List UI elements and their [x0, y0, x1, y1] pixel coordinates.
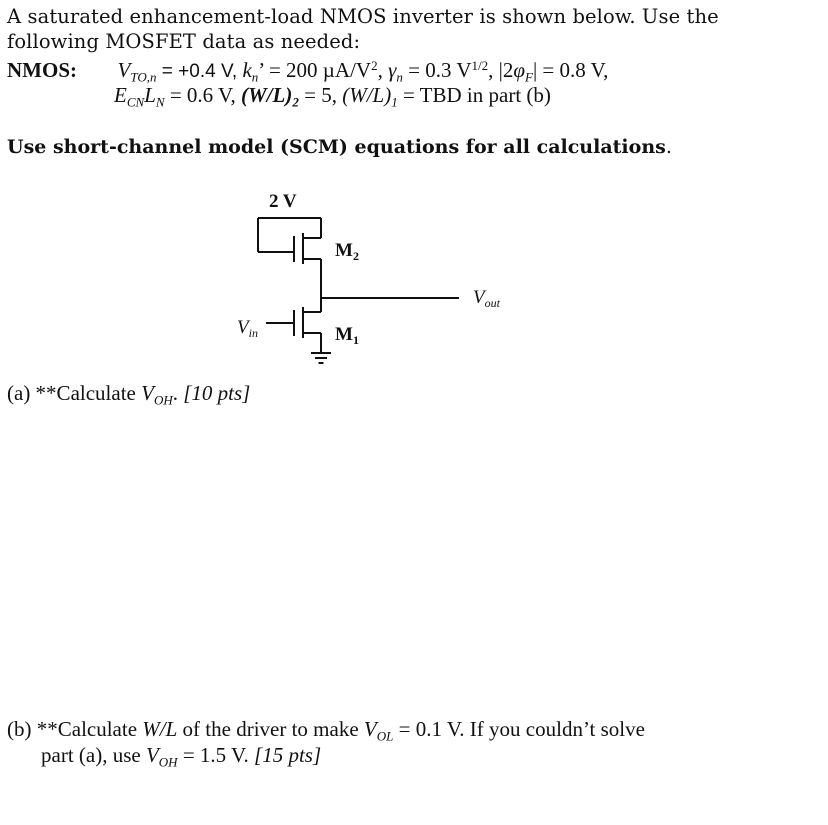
part-b-prefix: (b) **Calculate [7, 717, 143, 741]
nmos-label: NMOS: [7, 58, 77, 82]
supply-label: 2 V [269, 191, 297, 212]
vto-value: = +0.4 V, [156, 61, 243, 82]
part-a-points: [10 pts] [183, 381, 251, 405]
part-a-period: . [172, 381, 184, 405]
vto-symbol: $V_{TO,n}$ [117, 58, 157, 85]
vol-value: = 0.1 V. If you couldn’t solve [393, 717, 645, 741]
part-b-line2-pre: part (a), use [41, 743, 146, 767]
kn-symbol: $k_n$ [242, 58, 259, 85]
ground-icon [311, 353, 331, 363]
part-b-mid: of the driver to make [177, 717, 364, 741]
wl1-symbol: $(W/L)_1$ [342, 83, 398, 110]
voh-value-b: = 1.5 V. [177, 743, 255, 767]
wl2-value: = 5, [298, 83, 343, 107]
part-b-question-line-2 [41, 743, 322, 770]
wl2-symbol: $(W/L)_2$ [241, 83, 299, 110]
wl-symbol: W/L [142, 717, 178, 741]
intro-text-1: A saturated enhancement-load NMOS inverter is shown below. Use the [7, 5, 719, 28]
vin-label: $V_{in}$ [237, 317, 258, 340]
part-b-question-line-1 [7, 717, 645, 744]
part-b-points: [15 pts] [254, 743, 322, 767]
m2-label: $M_2$ [335, 240, 359, 263]
ln-symbol: $L_N$ [144, 83, 165, 110]
kn-value: ’ = 200 $\mu A/V^2$ [258, 57, 378, 82]
part-a-prefix: (a) **Calculate [7, 381, 142, 405]
gamma-param: , $\gamma_n = 0.3$ $V^{1/2}$ [377, 57, 489, 85]
voh-symbol: $V_{OH}$ [141, 381, 173, 408]
intro-text-2: following MOSFET data as needed: [7, 30, 361, 53]
part-a-question [7, 381, 251, 408]
vout-label: $V_{out}$ [473, 287, 500, 310]
scm-text: Use short-channel model (SCM) equations for all calculations [7, 136, 666, 158]
scm-period: . [665, 136, 672, 158]
ecn-value: = 0.6 V, [164, 83, 242, 107]
ecn-symbol: $E_{CN}$ [114, 83, 145, 110]
voh-symbol-b: $V_{OH}$ [145, 743, 178, 770]
phi-param: , $|2\varphi_F| = 0.8$ V, [488, 58, 609, 85]
wl1-value: = TBD in part (b) [397, 83, 551, 107]
vol-symbol: $V_{OL}$ [363, 717, 394, 744]
m1-label: $M_1$ [335, 324, 359, 347]
